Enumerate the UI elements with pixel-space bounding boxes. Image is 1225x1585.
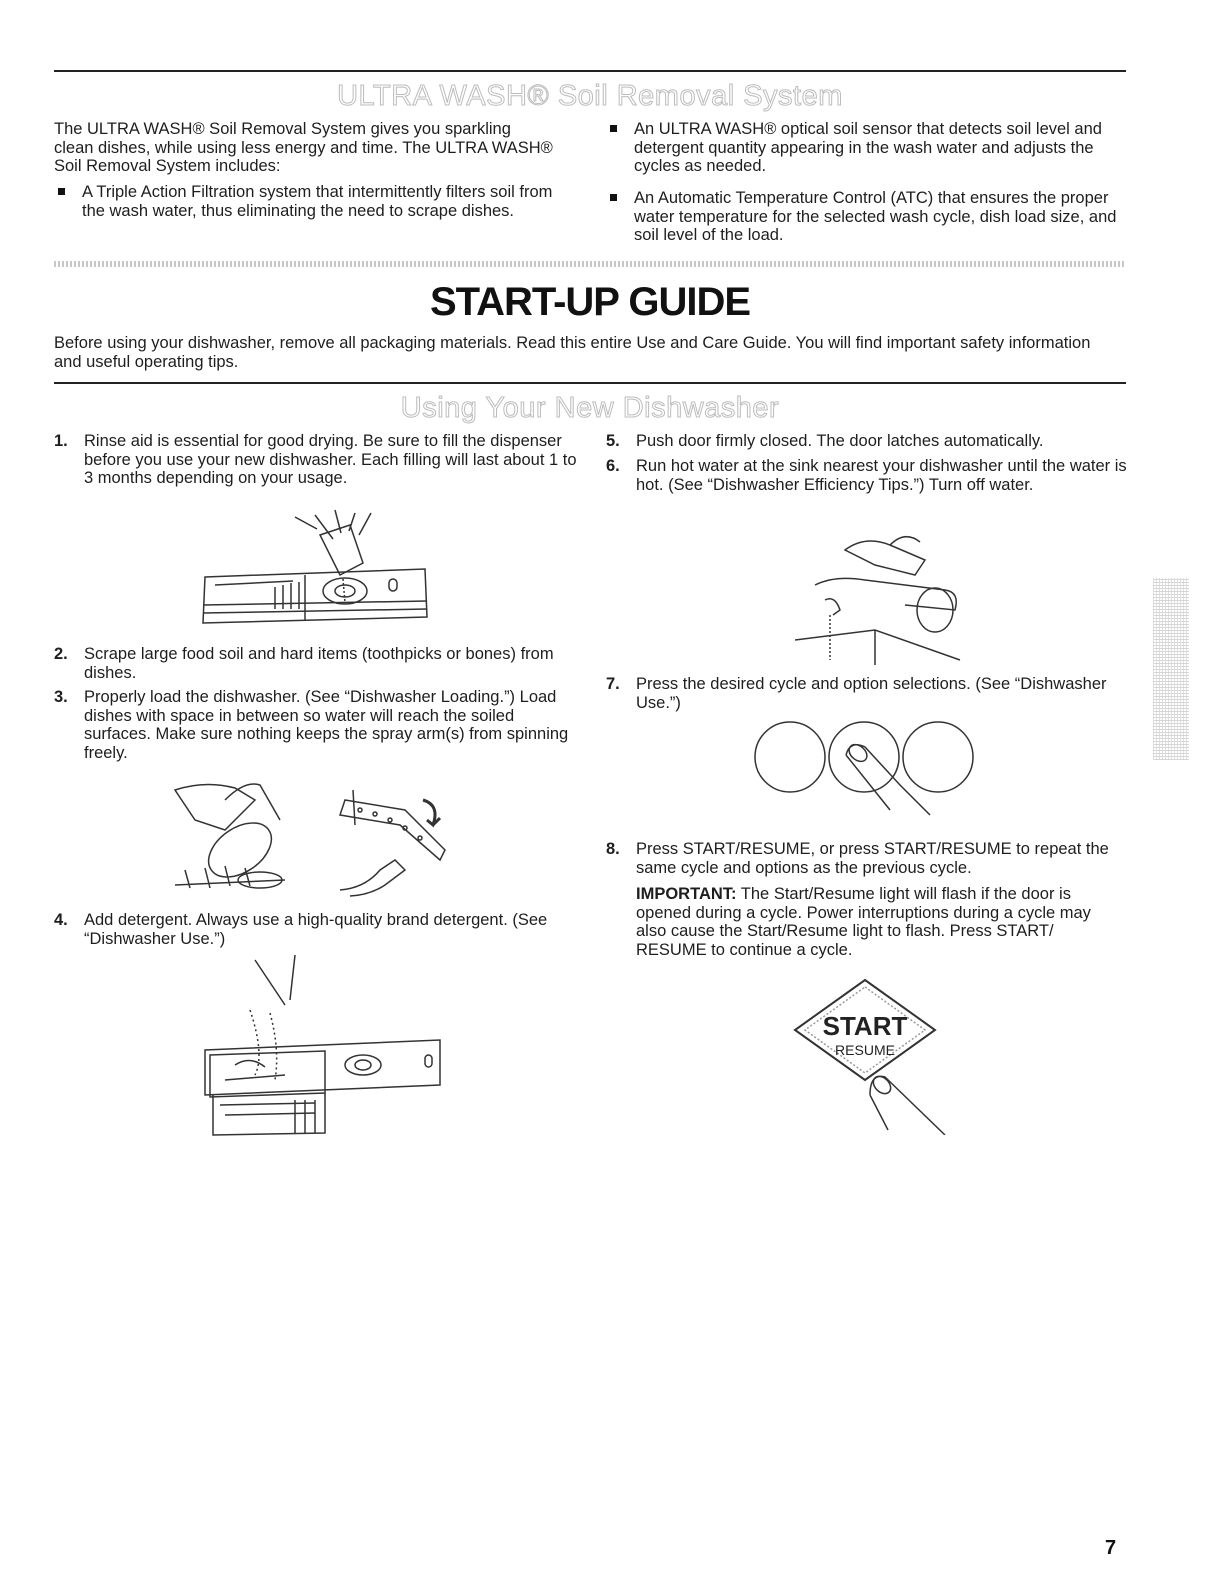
bullet-square-icon: [610, 194, 617, 201]
bullet-square-icon: [58, 188, 65, 195]
ultra-wash-section-title: ULTRA WASH® Soil Removal System: [337, 80, 843, 112]
bullet-square-icon: [610, 125, 617, 132]
step-7: 7. Press the desired cycle and option selections. (See “Dishwasher Use.”): [606, 675, 1107, 712]
startup-guide-title: START-UP GUIDE: [429, 280, 751, 324]
important-label: IMPORTANT:: [636, 885, 737, 903]
ultra-wash-intro: The ULTRA WASH® Soil Removal System gives you sparkling clean dishes, while using less energy and time. The ULTRA WASH® Soil Removal System includes:: [54, 120, 553, 175]
resume-label: RESUME: [835, 1042, 895, 1058]
ultra-wash-bullet: An Automatic Temperature Control (ATC) that ensures the proper water temperature for the selected wash cycle, dish load size, and soil level of the load.: [606, 189, 1126, 245]
important-note: IMPORTANT: The Start/Resume light will flash if the door is opened during a cycle. Power interruptions during a cycle may also cause the Start/Resume light to flash. Press START/ RESUME to continue a cycle.: [636, 885, 1091, 959]
page-number: 7: [1105, 1537, 1117, 1559]
startup-guide-intro: Before using your dishwasher, remove all packaging materials. Read this entire Use and Care Guide. You will find important safety information and useful operating tips.: [54, 334, 1091, 371]
step-4: 4. Add detergent. Always use a high-quality brand detergent. (See “Dishwasher Use.”): [54, 911, 548, 948]
cycle-selection-illustration: [750, 715, 980, 825]
section-divider: [54, 261, 1126, 267]
step-6: 6. Run hot water at the sink nearest your dishwasher until the water is hot. (See “Dishwasher Efficiency Tips.”) Turn off water.: [606, 457, 1127, 494]
step-3: 3. Properly load the dishwasher. (See “Dishwasher Loading.”) Load dishes with space in between so water will reach the soiled surfaces. Make sure nothing keeps the spray arm(s) from spinning freely.: [54, 688, 569, 762]
using-section-title: Using Your New Dishwasher: [400, 392, 780, 424]
start-resume-button-illustration: [770, 975, 960, 1135]
language-side-tab: [1153, 578, 1189, 760]
step-2: 2. Scrape large food soil and hard items (toothpicks or bones) from dishes.: [54, 645, 554, 682]
ultra-wash-bullet: An ULTRA WASH® optical soil sensor that detects soil level and detergent quantity appearing in the wash water and adjusts the cycles as needed.: [606, 120, 1126, 176]
step-5: 5. Push door firmly closed. The door latches automatically.: [606, 432, 1044, 450]
step-1: 1. Rinse aid is essential for good drying. Be sure to fill the dispenser before you use your new dishwasher. Each filling will last about 1 to 3 months depending on your usage.: [54, 432, 577, 487]
ultra-wash-bullet: A Triple Action Filtration system that intermittently filters soil from the wash water, thus eliminating the need to scrape dishes.: [54, 183, 558, 220]
detergent-dispenser-illustration: [195, 955, 450, 1140]
loading-dishes-illustration: [165, 770, 465, 900]
start-label: START: [822, 1011, 908, 1041]
top-rule: [54, 70, 1126, 72]
step-8: 8. Press START/RESUME, or press START/RESUME to repeat the same cycle and options as the previous cycle.: [606, 840, 1109, 877]
rinse-aid-dispenser-illustration: [195, 505, 445, 630]
using-section-rule: [54, 382, 1126, 384]
faucet-illustration: [795, 530, 970, 665]
